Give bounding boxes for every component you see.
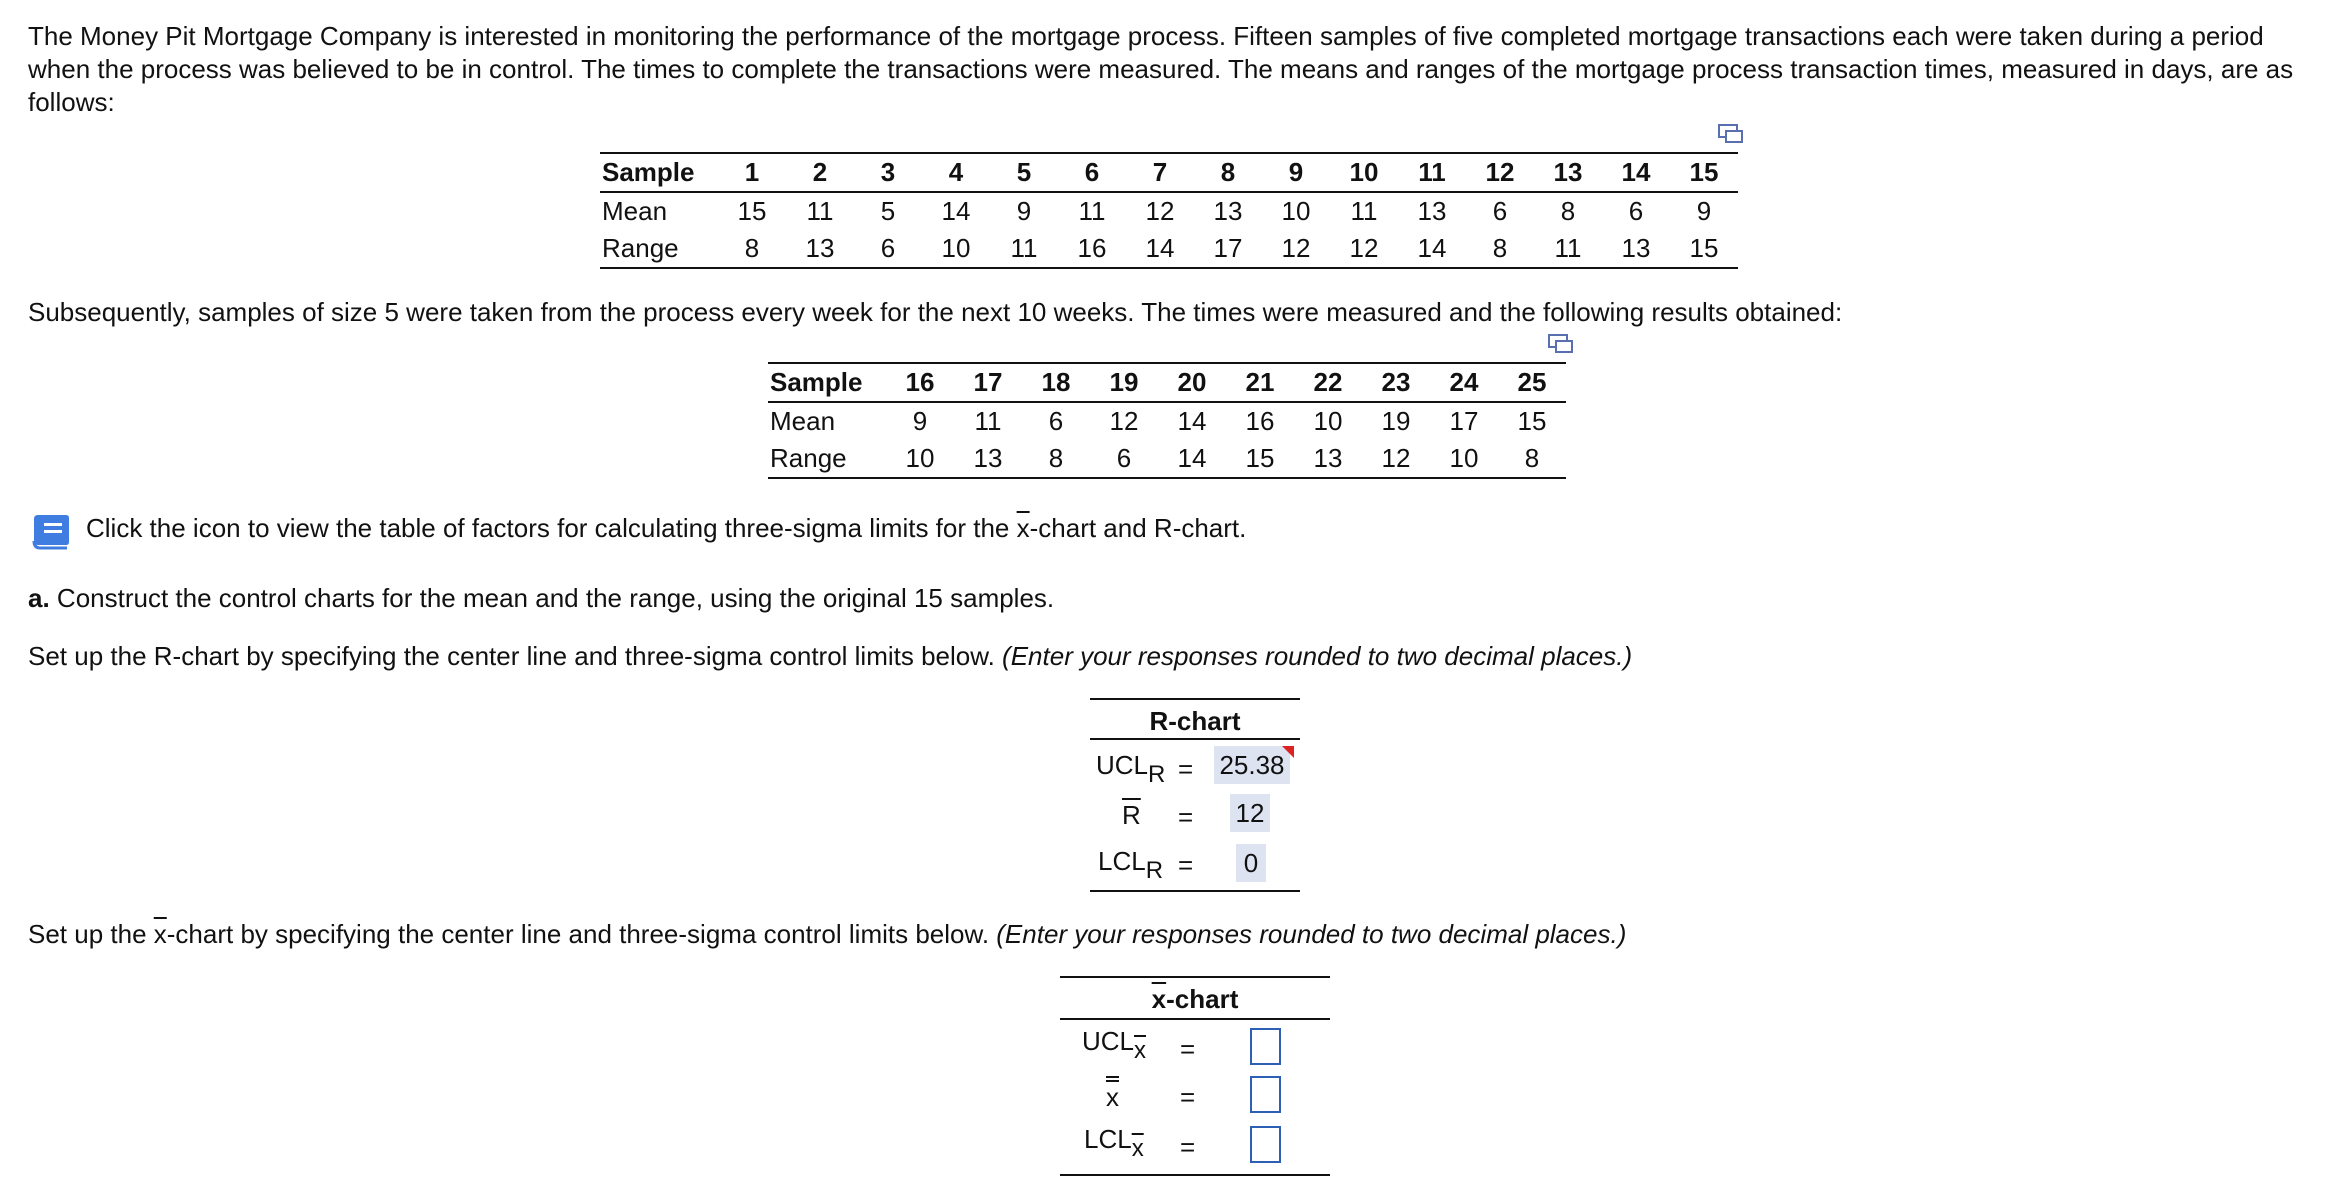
table-cell: 15: [737, 196, 767, 226]
ucl-r-label: $UCL_R$: [1096, 750, 1166, 788]
column-header-sample: Sample: [768, 363, 886, 402]
column-header: 19: [1090, 363, 1158, 402]
equals-sign: =: [1178, 802, 1194, 832]
equals-sign: =: [1180, 1034, 1196, 1064]
column-header: 5: [990, 153, 1058, 192]
ucl-r-input[interactable]: 25.38: [1214, 746, 1290, 784]
table-cell: 13: [786, 230, 854, 268]
table-cell: 6: [854, 230, 922, 268]
column-header: 9: [1262, 153, 1330, 192]
copy-table-icon[interactable]: [1718, 124, 1744, 144]
row-label: Mean: [770, 406, 836, 436]
lcl-x-label: $LCL_{\overline{x}}$: [1084, 1124, 1144, 1162]
equals-sign: =: [1180, 1132, 1196, 1162]
copy-table-icon[interactable]: [1548, 334, 1574, 354]
incorrect-flag-icon: [1282, 746, 1294, 758]
table-cell: 13: [1417, 196, 1447, 226]
r-bar-label: $\overline{R}$: [1122, 800, 1141, 830]
r-chart-instructions: Set up the R-chart by specifying the center line and three-sigma control limits below. (Enter your responses rounded to two decimal places.): [28, 641, 1633, 671]
column-header: 13: [1534, 153, 1602, 192]
column-header: 8: [1194, 153, 1262, 192]
table-row: [768, 440, 1566, 478]
table-cell: 16: [1058, 230, 1126, 268]
table-cell: 14: [1126, 230, 1194, 268]
table-row: [768, 402, 1566, 440]
r-chart-table: [1090, 698, 1300, 892]
table-cell: 6: [1628, 196, 1644, 226]
table-cell: 6: [1048, 406, 1064, 436]
x-chart-title: $\overline{x}$-chart: [1151, 984, 1239, 1014]
table-cell: 9: [912, 406, 928, 436]
subsequent-paragraph: Subsequently, samples of size 5 were taken from the process every week for the next 10 weeks. The times were measured and the following results obtained:: [28, 297, 1843, 327]
table-cell: 14: [1158, 440, 1226, 478]
factors-link-text[interactable]: Click the icon to view the table of factors for calculating three-sigma limits for the $\overline{x}$-chart and R-chart.: [86, 513, 1247, 543]
row-label: Range: [768, 440, 886, 478]
table-cell: 11: [1534, 230, 1602, 268]
column-header: 12: [1466, 153, 1534, 192]
lcl-r-label: $LCL_R$: [1098, 846, 1164, 884]
book-icon[interactable]: [30, 512, 72, 550]
row-label: Mean: [602, 196, 668, 226]
column-header: 21: [1226, 363, 1294, 402]
column-header: 16: [886, 363, 954, 402]
equals-sign: =: [1180, 1082, 1196, 1112]
table-cell: 8: [1498, 440, 1566, 478]
table-row: [600, 192, 1738, 230]
table-cell: 15: [1226, 440, 1294, 478]
column-header: 14: [1602, 153, 1670, 192]
column-header: 23: [1362, 363, 1430, 402]
table-cell: 17: [1449, 406, 1479, 436]
table-cell: 13: [954, 440, 1022, 478]
r-chart-title: R-chart: [1149, 706, 1241, 736]
table-cell: 12: [1362, 440, 1430, 478]
table-cell: 19: [1381, 406, 1411, 436]
table-cell: 9: [1016, 196, 1032, 226]
column-header: 11: [1398, 153, 1466, 192]
column-header-sample: Sample: [600, 153, 718, 192]
x-chart-instructions: Set up the $\overline{x}$-chart by specifying the center line and three-sigma control limits below. (Enter your responses rounded to two decimal places.): [28, 919, 1627, 949]
table-cell: 16: [1245, 406, 1275, 436]
column-header: 1: [718, 153, 786, 192]
intro-paragraph: The Money Pit Mortgage Company is interested in monitoring the performance of the mortgage process. Fifteen samples of five completed mortgage transactions each were taken during a period when the process was believed to be in control. The times to complete the transactions were measured. The means and ranges of the mortgage process transaction times, measured in days, are as follows:: [28, 21, 2294, 117]
table-cell: 15: [1517, 406, 1547, 436]
lcl-r-input[interactable]: 0: [1236, 844, 1266, 882]
column-header: 17: [954, 363, 1022, 402]
table-cell: 17: [1194, 230, 1262, 268]
table-cell: 8: [1466, 230, 1534, 268]
column-header: 24: [1430, 363, 1498, 402]
table-cell: 13: [1294, 440, 1362, 478]
table-header-row: [768, 363, 1566, 402]
original-samples-table: [600, 152, 1738, 269]
column-header: 4: [922, 153, 990, 192]
table-cell: 11: [990, 230, 1058, 268]
column-header: 7: [1126, 153, 1194, 192]
column-header: 10: [1330, 153, 1398, 192]
table-cell: 14: [1177, 406, 1207, 436]
table-cell: 11: [974, 406, 1002, 436]
column-header: 25: [1498, 363, 1566, 402]
table-cell: 12: [1145, 196, 1175, 226]
column-header: 3: [854, 153, 922, 192]
equals-sign: =: [1178, 754, 1194, 784]
table-cell: 13: [1213, 196, 1243, 226]
table-cell: 13: [1602, 230, 1670, 268]
column-header: 20: [1158, 363, 1226, 402]
column-header: 18: [1022, 363, 1090, 402]
r-bar-input[interactable]: 12: [1230, 794, 1270, 832]
column-header: 2: [786, 153, 854, 192]
column-header: 6: [1058, 153, 1126, 192]
table-cell: 6: [1090, 440, 1158, 478]
table-cell: 11: [806, 196, 834, 226]
table-cell: 10: [922, 230, 990, 268]
part-a-text: a. Construct the control charts for the mean and the range, using the original 15 samples.: [28, 583, 1055, 613]
table-cell: 8: [1560, 196, 1576, 226]
row-label: Range: [600, 230, 718, 268]
table-cell: 14: [941, 196, 971, 226]
table-cell: 14: [1398, 230, 1466, 268]
ucl-x-input[interactable]: [1250, 1028, 1281, 1065]
table-cell: 10: [886, 440, 954, 478]
table-cell: 9: [1696, 196, 1712, 226]
ucl-x-label: $UCL_{\overline{x}}$: [1082, 1026, 1147, 1064]
table-cell: 15: [1670, 230, 1738, 268]
table-cell: 11: [1350, 196, 1378, 226]
x-double-bar-input[interactable]: [1250, 1076, 1281, 1113]
table-cell: 10: [1430, 440, 1498, 478]
x-chart-table: [1060, 976, 1330, 1176]
x-double-bar-label: x: [1106, 1082, 1119, 1112]
table-header-row: [600, 153, 1738, 192]
lcl-x-input[interactable]: [1250, 1126, 1281, 1163]
column-header: 15: [1670, 153, 1738, 192]
table-cell: 8: [1022, 440, 1090, 478]
table-cell: 6: [1492, 196, 1508, 226]
table-row: [600, 230, 1738, 268]
column-header: 22: [1294, 363, 1362, 402]
table-cell: 10: [1313, 406, 1343, 436]
table-cell: 12: [1262, 230, 1330, 268]
equals-sign: =: [1178, 850, 1194, 880]
table-cell: 12: [1330, 230, 1398, 268]
subsequent-samples-table: [768, 362, 1566, 479]
table-cell: 8: [718, 230, 786, 268]
table-cell: 5: [880, 196, 896, 226]
table-cell: 10: [1281, 196, 1311, 226]
table-cell: 11: [1078, 196, 1106, 226]
table-cell: 12: [1109, 406, 1139, 436]
